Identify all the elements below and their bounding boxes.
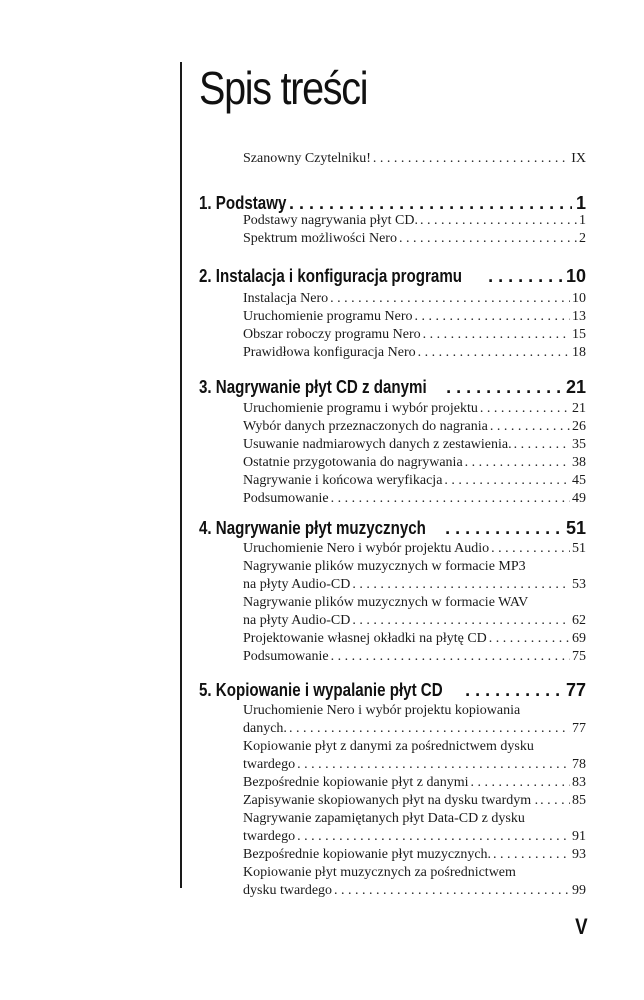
toc-entry-page: IX [571, 151, 586, 166]
toc-entry-page: 62 [572, 613, 586, 628]
toc-leader [491, 540, 570, 558]
toc-entry-page: 35 [572, 437, 586, 452]
toc-chapter[interactable] [199, 517, 586, 539]
toc-leader [444, 472, 570, 490]
toc-entry-page: 75 [572, 649, 586, 664]
toc-entry[interactable] [243, 472, 586, 490]
toc-entry-page: 18 [572, 345, 586, 360]
toc-entry-title: Podsumowanie [243, 649, 329, 664]
toc-entry-title-line: Uruchomienie Nero i wybór projektu kopiowania [243, 703, 521, 718]
toc-entry[interactable] [243, 454, 586, 472]
toc-entry[interactable] [243, 400, 586, 418]
toc-entry-page: 49 [572, 491, 586, 506]
toc-entry-page: 26 [572, 419, 586, 434]
chapter-page: 1 [575, 193, 586, 213]
toc-entry-title: Uruchomienie programu i wybór projektu [243, 401, 478, 416]
toc-entry-page: 15 [572, 327, 586, 342]
toc-entry-title: Ostatnie przygotowania do nagrywania [243, 455, 463, 470]
toc-entry[interactable] [243, 810, 586, 846]
toc-entry-title-line: Nagrywanie zapamiętanych płyt Data-CD z dysku [243, 811, 525, 826]
toc-chapter[interactable] [199, 265, 586, 287]
toc-entry-page: 38 [572, 455, 586, 470]
toc-entry-page: 69 [572, 631, 586, 646]
toc-entry-page: 99 [572, 883, 586, 898]
toc-entry[interactable] [243, 290, 586, 308]
toc-entry-page: 45 [572, 473, 586, 488]
toc-chapter[interactable] [199, 679, 586, 701]
toc-entry-title: Bezpośrednie kopiowanie płyt muzycznych. [243, 847, 492, 862]
toc-entry-title: Bezpośrednie kopiowanie płyt z danymi [243, 775, 469, 790]
toc-entry-title: Prawidłowa konfiguracja Nero [243, 345, 416, 360]
toc-entry[interactable] [243, 648, 586, 666]
toc-entry[interactable] [243, 702, 586, 738]
toc-preface[interactable] [243, 150, 586, 168]
toc-leader [415, 308, 571, 326]
page-number: V [575, 914, 588, 939]
toc-entry-title-line: Kopiowanie płyt muzycznych za pośrednictwem [243, 865, 516, 880]
toc-entry[interactable] [243, 594, 586, 630]
toc-entry-title: danych. [243, 721, 287, 736]
chapter-page: 51 [565, 518, 586, 538]
toc-entry-page: 83 [572, 775, 586, 790]
toc-entry[interactable] [243, 344, 586, 362]
toc-leader [480, 400, 570, 418]
toc-entry-title: Zapisywanie skopiowanych płyt na dysku twardym . [243, 793, 539, 808]
toc-leader [331, 648, 570, 666]
toc-leader [445, 517, 562, 539]
toc-entry-title-line: Kopiowanie płyt z danymi za pośrednictwem dysku [243, 739, 534, 754]
chapter-title: 5. Kopiowanie i wypalanie płyt CD [199, 680, 443, 700]
toc-entry-title: na płyty Audio-CD [243, 613, 351, 628]
toc-entry-page: 51 [572, 541, 586, 556]
toc-entry-title: Obszar roboczy programu Nero [243, 327, 421, 342]
toc-leader [540, 792, 570, 810]
toc-entry-title: Szanowny Czytelniku! [243, 151, 371, 166]
toc-leader [423, 326, 570, 344]
toc-entry[interactable] [243, 418, 586, 436]
toc-entry[interactable] [243, 864, 586, 900]
toc-entry-title-line: Nagrywanie plików muzycznych w formacie WAV [243, 595, 529, 610]
toc-entry[interactable] [243, 792, 586, 810]
toc-entry[interactable] [243, 738, 586, 774]
toc-leader [488, 265, 562, 287]
toc-leader [289, 720, 570, 738]
toc-leader [418, 344, 570, 362]
toc-chapter[interactable] [199, 192, 586, 214]
chapter-page: 77 [565, 680, 586, 700]
toc-entry-page: 85 [572, 793, 586, 808]
toc-entry-title: twardego [243, 757, 296, 772]
toc-leader [420, 212, 577, 230]
toc-leader [279, 192, 572, 214]
toc-leader [330, 290, 570, 308]
toc-leader [471, 774, 571, 792]
toc-entry[interactable] [243, 774, 586, 792]
toc-entry[interactable] [243, 308, 586, 326]
toc-entry-title-line: Nagrywanie plików muzycznych w formacie MP3 [243, 559, 526, 574]
toc-leader [493, 846, 570, 864]
toc-chapter[interactable] [199, 376, 586, 398]
toc-leader [352, 612, 570, 630]
toc-entry-page: 91 [572, 829, 586, 844]
chapter-title: 2. Instalacja i konfiguracja programu [199, 266, 462, 286]
toc-leader [334, 882, 570, 900]
toc-entry-title: Projektowanie własnej okładki na płytę CD [243, 631, 487, 646]
toc-entry-title: Nagrywanie i końcowa weryfikacja [243, 473, 443, 488]
toc-entry-title: Uruchomienie Nero i wybór projektu Audio [243, 541, 490, 556]
chapter-title: 4. Nagrywanie płyt muzycznych [199, 518, 426, 538]
chapter-title: 1. Podstawy [199, 193, 287, 213]
toc-leader [297, 756, 570, 774]
toc-entry-title: dysku twardego [243, 883, 333, 898]
toc-leader [446, 376, 562, 398]
toc-entry-page: 2 [579, 231, 586, 246]
toc-entry-title: Usuwanie nadmiarowych danych z zestawienia. [243, 437, 512, 452]
toc-entry-page: 78 [572, 757, 586, 772]
toc-entry-page: 53 [572, 577, 586, 592]
toc-leader [399, 230, 577, 248]
chapter-title: 3. Nagrywanie płyt CD z danymi [199, 377, 427, 397]
toc-entry-title: Wybór danych przeznaczonych do nagrania [243, 419, 488, 434]
toc-leader [465, 454, 570, 472]
chapter-page: 21 [565, 377, 586, 397]
toc-leader [514, 436, 570, 454]
toc-entry[interactable] [243, 490, 586, 508]
toc-entry-title: twardego [243, 829, 296, 844]
page-title: Spis treści [199, 62, 368, 114]
toc-entry-title: Uruchomienie programu Nero [243, 309, 413, 324]
toc-entry[interactable] [243, 326, 586, 344]
toc-entry[interactable] [243, 630, 586, 648]
toc-entry-title: Spektrum możliwości Nero [243, 231, 397, 246]
toc-entry[interactable] [243, 558, 586, 594]
toc-leader [331, 490, 570, 508]
toc-entry[interactable] [243, 212, 586, 230]
toc-leader [489, 630, 570, 648]
toc-entry-page: 21 [572, 401, 586, 416]
toc-leader [373, 150, 569, 168]
toc-entry-title: Podsumowanie [243, 491, 329, 506]
toc-entry-title: na płyty Audio-CD [243, 577, 351, 592]
toc-entry[interactable] [243, 230, 586, 248]
toc-entry-page: 1 [579, 213, 586, 228]
toc-entry-title: Podstawy nagrywania płyt CD. [243, 213, 418, 228]
toc-entry[interactable] [243, 436, 586, 454]
toc-entry[interactable] [243, 846, 586, 864]
chapter-page: 10 [565, 266, 586, 286]
toc-entry-page: 13 [572, 309, 586, 324]
toc-leader [490, 418, 570, 436]
toc-leader [465, 679, 562, 701]
toc-leader [352, 576, 570, 594]
toc-entry[interactable] [243, 540, 586, 558]
toc-entry-title: Instalacja Nero [243, 291, 329, 306]
toc-entry-page: 10 [572, 291, 586, 306]
toc-leader [297, 828, 570, 846]
toc-entry-page: 77 [572, 721, 586, 736]
toc-entry-page: 93 [572, 847, 586, 862]
